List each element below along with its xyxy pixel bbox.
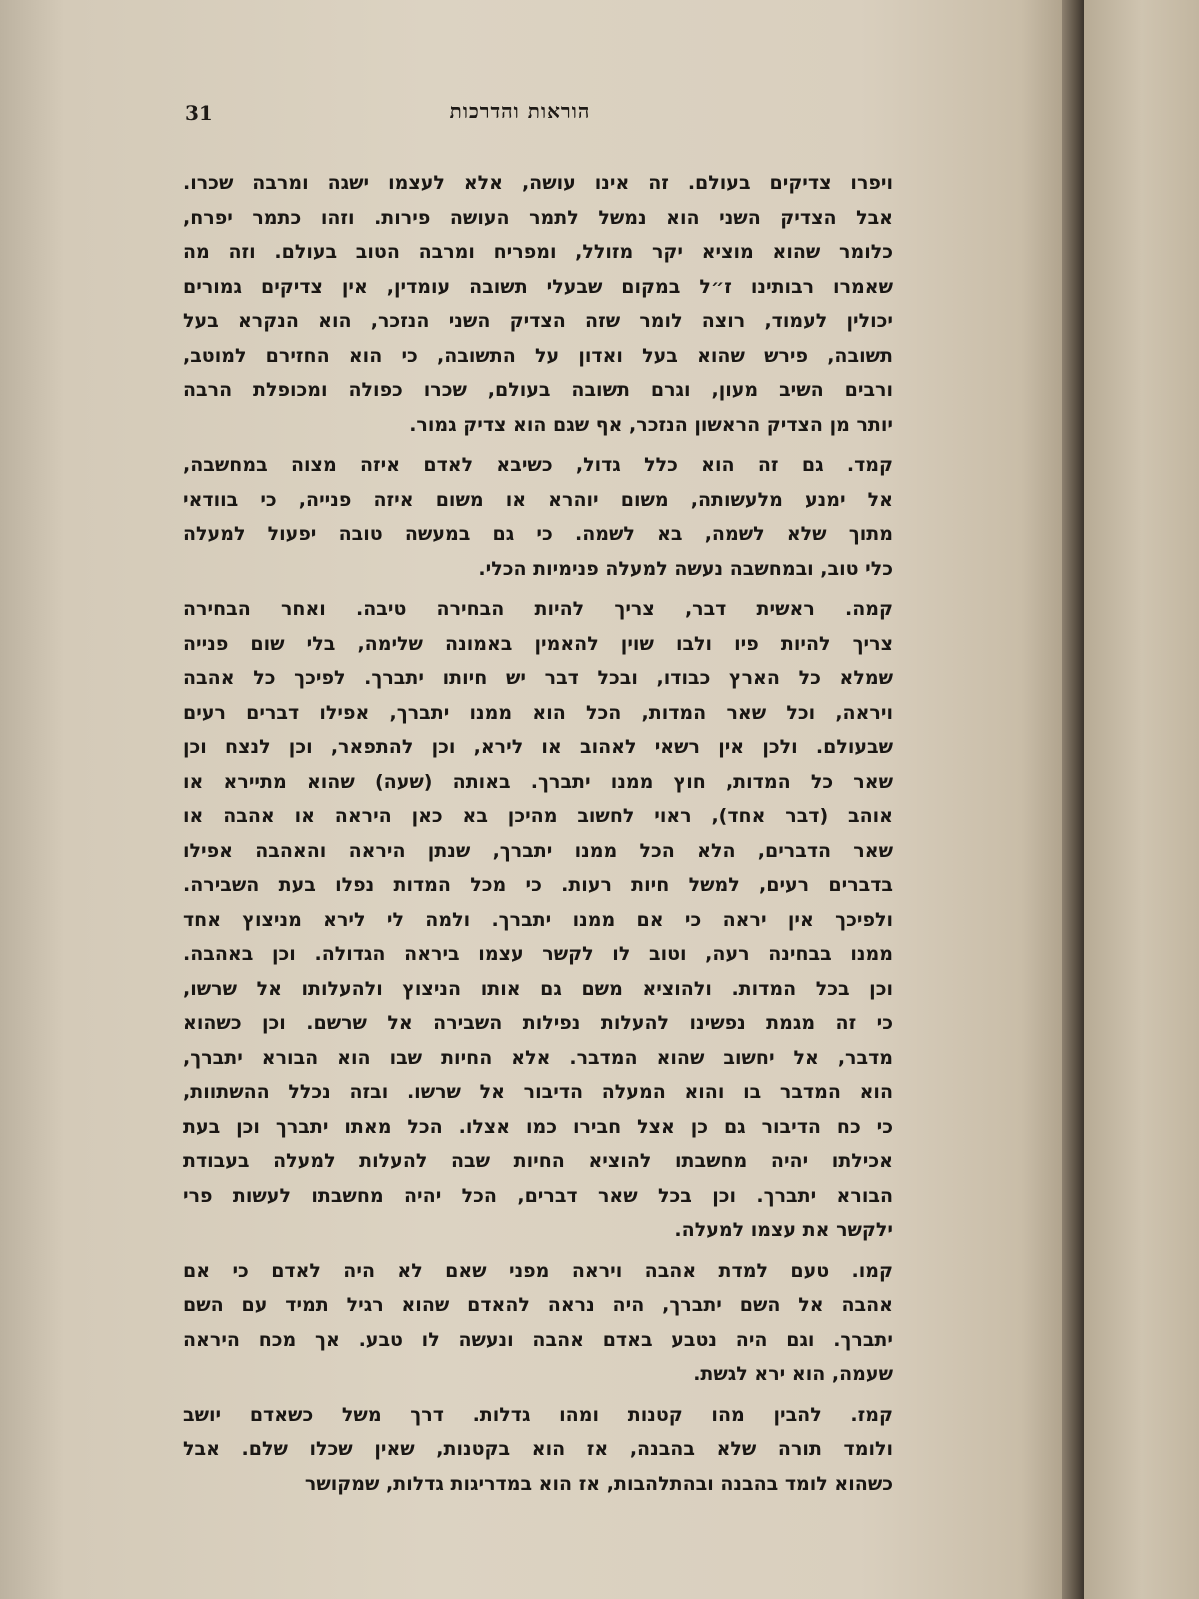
text-line: ממנו בבחינה רעה, וטוב לו לקשר עצמו ביראה הגדולה. וכן באהבה. [183,943,893,965]
text-line: יתברך. וגם היה נטבע באדם אהבה ונעשה לו טבע. אך מכח היראה [183,1328,893,1351]
text-line: אכילתו יהיה מחשבתו להוציא החיות שבה להעלות למעלה בעבודת [183,1150,893,1172]
text-line: אוהב (דבר אחד), ראוי לחשוב מהיכן בא כאן היראה או אהבה או [183,805,893,827]
text-line: מדבר, אל יחשוב שהוא המדבר. אלא החיות שבו הוא הבורא יתברך, [183,1046,893,1069]
text-line: כלומר שהוא מוציא יקר מזולל, ומפריח ומרבה הטוב בעולם. וזה מה [183,241,893,263]
text-line: ויראה, וכל שאר המדות, הכל הוא ממנו יתברך, אפילו דברים רעים [183,701,893,724]
text-line: שבעולם. ולכן אין רשאי לאהוב או לירא, וכן להתפאר, וכן לנצח וכן [183,736,893,758]
text-line: קמו. טעם למדת אהבה ויראה מפני שאם לא היה לאדם כי אם [183,1259,893,1282]
running-title: הוראות והדרכות [449,99,591,123]
text-line: צריך להיות פיו ולבו שוין להאמין באמונה שלימה, בלי שום פנייה [183,632,893,655]
text-line: ולומד תורה שלא בהבנה, אז הוא בקטנות, שאין שכלו שלם. אבל [183,1438,893,1460]
text-line: הבורא יתברך. וכן בכל שאר דברים, הכל יהיה מחשבתו לעשות פרי [183,1184,893,1207]
text-line: וכן בכל המדות. ולהוציא משם גם אותו הניצוץ ולהעלותו אל שרשו, [183,977,893,1000]
paragraph [183,1254,893,1392]
text-line: אל ימנע מלעשותה, משום יוהרא או משום איזה פנייה, כי בוודאי [183,488,893,511]
paragraph [183,1398,893,1502]
text-line: יותר מן הצדיק הראשון הנזכר, אף שגם הוא צדיק גמור. [409,413,893,436]
text-line: קמה. ראשית דבר, צריך להיות הבחירה טיבה. ואחר הבחירה [183,598,893,620]
text-line: יכולין לעמוד, רוצה לומר שזה הצדיק השני הנזכר, הוא הנקרא בעל [183,310,893,332]
text-line: מתוך שלא לשמה, בא לשמה. כי גם במעשה טובה יפעול למעלה [183,523,893,545]
text-line: ולפיכך אין יראה כי אם ממנו יתברך. ולמה לי לירא מניצוץ אחד [183,908,893,931]
text-line: כי כח הדיבור גם כן אצל חבירו כמו אצלו. הכל מאתו יתברך וכן בעת [183,1115,893,1138]
text-line: כלי טוב, ובמחשבה נעשה למעלה פנימיות הכלי. [478,557,893,580]
text-line: שאר כל המדות, חוץ ממנו יתברך. באותה (שעה) שהוא מתיירא או [183,770,893,793]
page-header [150,95,890,135]
text-line: הוא המדבר בו והוא המעלה הדיבור אל שרשו. ובזה נכלל ההשתוות, [183,1081,893,1103]
book-gutter [1062,0,1084,1599]
text-line: שאמרו רבותינו ז״ל במקום שבעלי תשובה עומדין, אין צדיקים גמורים [183,275,893,298]
text-line: אהבה אל השם יתברך, היה נראה להאדם שהוא רגיל תמיד עם השם [183,1294,893,1316]
text-line: ילקשר את עצמו למעלה. [674,1219,893,1241]
facing-page-edge [1084,0,1199,1599]
paragraph [183,448,893,586]
text-line: בדברים רעים, למשל חיות רעות. כי מכל המדות נפלו בעת השבירה. [183,874,893,896]
page-number: 31 [185,101,213,125]
paragraph [183,166,893,442]
body-text [183,166,893,1507]
text-line: שאר הדברים, הלא הכל ממנו יתברך, שנתן היראה והאהבה אפילו [183,839,893,862]
text-line: אבל הצדיק השני הוא נמשל לתמר העושה פירות. וזהו כתמר יפרח, [183,206,893,229]
text-line: שעמה, הוא ירא לגשת. [693,1363,893,1385]
text-line: שמלא כל הארץ כבודו, ובכל דבר יש חיותו יתברך. לפיכך כל אהבה [183,667,893,689]
text-line: כי זה מגמת נפשינו להעלות נפילות השבירה אל שרשם. וכן כשהוא [183,1012,893,1034]
text-line: כשהוא לומד בהבנה ובהתלהבות, אז הוא במדריגות גדלות, שמקושר [304,1472,893,1495]
paragraph [183,592,893,1248]
text-line: תשובה, פירש שהוא בעל ואדון על התשובה, כי הוא החזירם למוטב, [183,344,893,367]
text-line: ויפרו צדיקים בעולם. זה אינו עושה, אלא לעצמו ישגה ומרבה שכרו. [183,172,893,194]
text-line: ורבים השיב מעון, וגרם תשובה בעולם, שכרו כפולה ומכופלת הרבה [183,379,893,401]
text-line: קמז. להבין מהו קטנות ומהו גדלות. דרך משל כשאדם יושב [183,1403,893,1426]
text-line: קמד. גם זה הוא כלל גדול, כשיבא לאדם איזה מצוה במחשבה, [183,454,893,476]
